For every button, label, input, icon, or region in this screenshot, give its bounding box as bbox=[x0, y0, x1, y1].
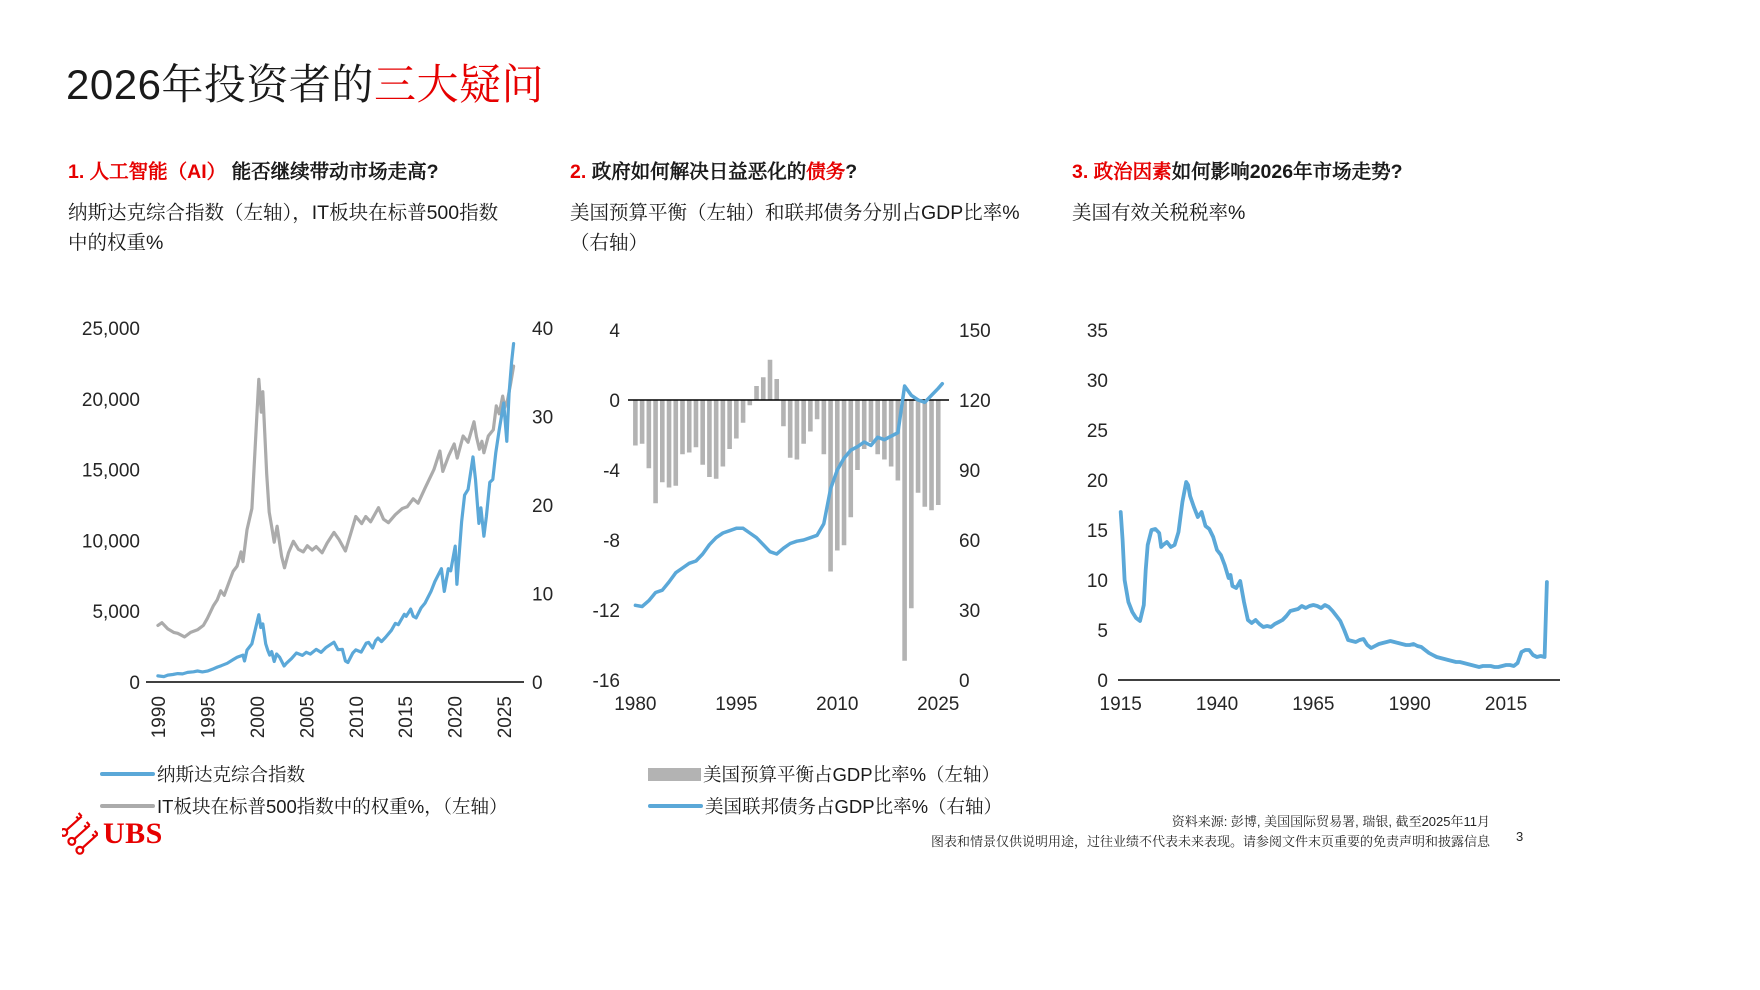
section-politics-subtitle: 美国有效关税税率% bbox=[1072, 202, 1246, 225]
section-debt bbox=[570, 160, 1032, 258]
left-axis-tick-label: 15,000 bbox=[81, 460, 140, 482]
left-axis-tick-label: 0 bbox=[1097, 671, 1108, 692]
left-axis-tick-label: 0 bbox=[129, 673, 140, 694]
x-axis-tick-label: 2025 bbox=[495, 696, 517, 739]
right-axis-tick-label: 30 bbox=[532, 407, 554, 429]
heading-span: 如何影响2026年市场走势? bbox=[1171, 161, 1403, 183]
legend-item bbox=[648, 758, 1002, 790]
budget-bar bbox=[653, 400, 658, 503]
source-line: 资料来源: 彭博, 美国国际贸易署, 瑞银, 截至2025年11月 bbox=[1171, 814, 1490, 829]
budget-bar bbox=[929, 400, 934, 510]
left-axis-tick-label: 10,000 bbox=[81, 531, 140, 553]
series-line-0 bbox=[1121, 482, 1547, 667]
budget-bar bbox=[788, 400, 793, 458]
page-number: 3 bbox=[1516, 829, 1524, 844]
budget-bar bbox=[822, 400, 827, 454]
budget-bar bbox=[680, 400, 685, 454]
budget-bar bbox=[673, 400, 678, 486]
page-title-red: 三大疑问 bbox=[373, 61, 544, 108]
x-axis-tick-label: 1990 bbox=[1388, 694, 1431, 715]
tariff-chart-svg bbox=[1062, 298, 1622, 763]
left-axis-tick-label: 20 bbox=[1086, 471, 1108, 492]
budget-bar bbox=[660, 400, 665, 482]
left-axis-tick-label: 25 bbox=[1086, 421, 1108, 442]
x-axis-tick-label: 1995 bbox=[715, 694, 758, 715]
right-axis-tick-label: 40 bbox=[532, 319, 554, 340]
budget-bar bbox=[633, 400, 638, 446]
heading-span: 2. bbox=[570, 161, 592, 183]
x-axis-tick-label: 1990 bbox=[148, 696, 170, 739]
tariff-chart bbox=[1062, 298, 1622, 768]
right-axis-tick-label: 120 bbox=[959, 391, 991, 412]
legend-label: 美国预算平衡占GDP比率%（左轴） bbox=[703, 764, 1001, 785]
budget-bar bbox=[761, 377, 766, 400]
budget-bar bbox=[754, 386, 759, 400]
x-axis-tick-label: 1940 bbox=[1195, 694, 1239, 715]
nasdaq-it-chart-svg bbox=[60, 298, 570, 763]
x-axis-tick-label: 1965 bbox=[1292, 694, 1335, 715]
budget-bar bbox=[815, 400, 820, 419]
disclaimer-line: 图表和情景仅供说明用途，过往业绩不代表未来表现。请参阅文件末页重要的免责声明和披露信息 bbox=[930, 834, 1490, 849]
budget-bar bbox=[768, 360, 773, 400]
budget-bar bbox=[909, 400, 914, 608]
heading-span: 1. 人工智能（AI） bbox=[68, 161, 232, 183]
budget-bar bbox=[727, 400, 732, 449]
budget-debt-chart-svg bbox=[562, 298, 1042, 763]
budget-bar bbox=[694, 400, 699, 447]
x-axis-tick-label: 2020 bbox=[445, 696, 467, 739]
right-axis-tick-label: 10 bbox=[532, 584, 554, 606]
x-axis-tick-label: 1995 bbox=[198, 696, 220, 739]
heading-span: ? bbox=[845, 161, 858, 183]
x-axis-tick-label: 2000 bbox=[247, 696, 269, 739]
left-axis-tick-label: 10 bbox=[1086, 571, 1108, 592]
heading-span: 政府如何解决日益恶化的 bbox=[591, 161, 807, 183]
budget-bar bbox=[647, 400, 652, 468]
budget-bar bbox=[774, 379, 779, 400]
section-politics-heading bbox=[1072, 160, 1534, 185]
left-axis-tick-label: -8 bbox=[603, 531, 620, 552]
budget-bar bbox=[842, 400, 847, 545]
right-axis-tick-label: 60 bbox=[959, 531, 981, 552]
budget-bar bbox=[795, 400, 800, 460]
budget-bar bbox=[721, 400, 726, 467]
budget-bar bbox=[741, 400, 746, 423]
x-axis-tick-label: 2015 bbox=[1484, 694, 1528, 715]
budget-bar bbox=[781, 400, 786, 426]
budget-bar bbox=[707, 400, 712, 477]
budget-bar bbox=[882, 400, 887, 460]
x-axis-tick-label: 2025 bbox=[917, 694, 960, 715]
right-axis-tick-label: 20 bbox=[532, 496, 554, 517]
page-title-black: 2026年投资者的 bbox=[66, 61, 374, 108]
x-axis-tick-label: 1980 bbox=[614, 694, 657, 715]
budget-bar bbox=[801, 400, 806, 444]
section-ai-heading bbox=[68, 160, 530, 185]
budget-bar bbox=[640, 400, 645, 444]
legend-label: 美国联邦债务占GDP比率%（右轴） bbox=[705, 796, 1003, 817]
right-axis-tick-label: 0 bbox=[532, 673, 543, 694]
section-politics bbox=[1072, 160, 1534, 229]
series-line-1 bbox=[158, 344, 514, 677]
left-axis-tick-label: 35 bbox=[1086, 321, 1108, 342]
ubs-logo bbox=[62, 812, 163, 856]
budget-bar bbox=[902, 400, 907, 661]
footer-text bbox=[931, 812, 1490, 852]
x-axis-tick-label: 2015 bbox=[396, 696, 418, 739]
budget-bar bbox=[808, 400, 813, 432]
budget-bar bbox=[916, 400, 921, 493]
budget-bar bbox=[922, 400, 927, 507]
budget-bar bbox=[714, 400, 719, 479]
legend-swatch bbox=[648, 768, 701, 781]
left-axis-tick-label: 4 bbox=[609, 321, 620, 342]
legend-swatch bbox=[100, 804, 155, 808]
nasdaq-it-chart bbox=[60, 298, 570, 768]
right-axis-tick-label: 30 bbox=[959, 601, 981, 622]
heading-span: 债务 bbox=[806, 161, 846, 183]
right-axis-tick-label: 0 bbox=[959, 671, 970, 692]
budget-bar bbox=[667, 400, 672, 488]
page-title bbox=[66, 52, 544, 112]
left-axis-tick-label: 30 bbox=[1086, 371, 1108, 392]
section-debt-subtitle: 美国预算平衡（左轴）和联邦债务分别占GDP比率%（右轴） bbox=[570, 202, 1020, 254]
x-axis-tick-label: 1915 bbox=[1099, 694, 1142, 715]
x-axis-tick-label: 2010 bbox=[816, 694, 859, 715]
ubs-wordmark: UBS bbox=[103, 817, 163, 850]
budget-bar bbox=[936, 400, 941, 505]
left-axis-tick-label: -12 bbox=[592, 601, 620, 622]
left-axis-tick-label: 5 bbox=[1097, 621, 1108, 642]
right-axis-tick-label: 150 bbox=[959, 321, 991, 342]
left-axis-tick-label: 25,000 bbox=[81, 319, 140, 340]
left-axis-tick-label: 15 bbox=[1086, 521, 1108, 542]
left-axis-tick-label: -4 bbox=[603, 461, 620, 482]
right-axis-tick-label: 90 bbox=[959, 461, 981, 482]
legend-item bbox=[100, 758, 508, 790]
budget-bar bbox=[875, 400, 880, 454]
budget-bar bbox=[869, 400, 874, 442]
ubs-keys-icon bbox=[62, 812, 98, 856]
left-axis-tick-label: -16 bbox=[592, 671, 620, 692]
budget-bar bbox=[734, 400, 739, 439]
section-ai bbox=[68, 160, 530, 258]
legend-swatch bbox=[648, 804, 703, 808]
section-debt-heading bbox=[570, 160, 1032, 185]
section-ai-subtitle: 纳斯达克综合指数（左轴），IT板块在标普500指数中的权重% bbox=[68, 202, 499, 254]
budget-bar bbox=[889, 400, 894, 467]
left-axis-tick-label: 5,000 bbox=[92, 602, 140, 624]
budget-bar bbox=[700, 400, 705, 465]
heading-span: 能否继续带动市场走高? bbox=[231, 161, 439, 183]
budget-debt-chart bbox=[562, 298, 1042, 768]
x-axis-tick-label: 2005 bbox=[297, 696, 319, 739]
legend-label: 纳斯达克综合指数 bbox=[157, 764, 306, 785]
budget-bar bbox=[855, 400, 860, 470]
legend-swatch bbox=[100, 772, 155, 776]
budget-bar bbox=[687, 400, 692, 453]
budget-bar bbox=[848, 400, 853, 517]
x-axis-tick-label: 2010 bbox=[346, 696, 368, 739]
left-axis-tick-label: 0 bbox=[609, 391, 620, 412]
legend-label: IT板块在标普500指数中的权重%，（左轴） bbox=[157, 796, 508, 817]
heading-span: 3. 政治因素 bbox=[1072, 161, 1172, 183]
series-line-0 bbox=[158, 366, 514, 637]
left-axis-tick-label: 20,000 bbox=[81, 389, 140, 411]
